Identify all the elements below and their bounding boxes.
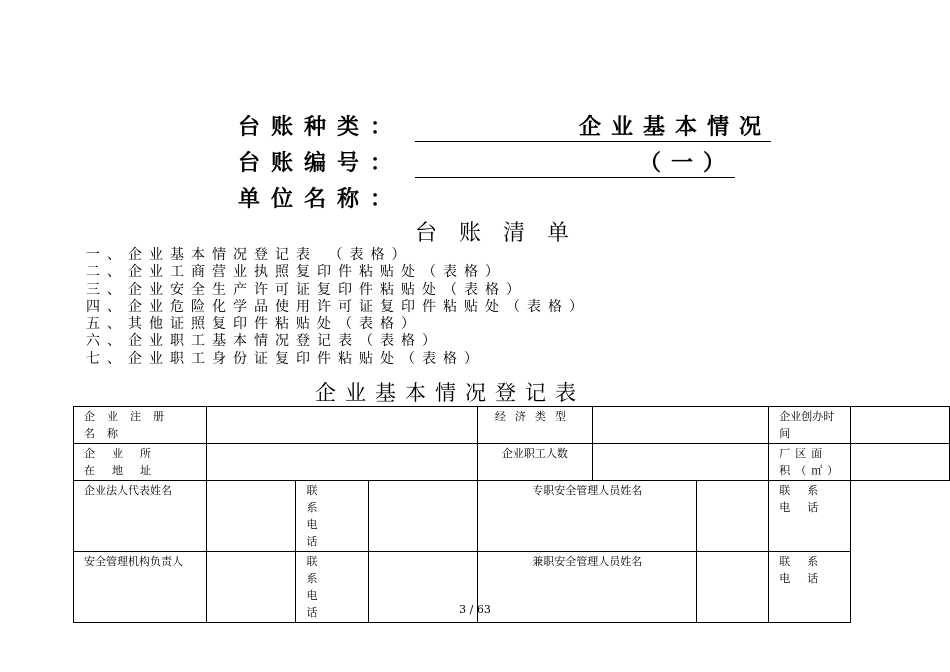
table-row [74,407,950,444]
type-label: 台账种类： [238,114,404,140]
econ-type-label: 经济类型 [478,407,593,444]
legal-rep-phone-label: 联系电话 [296,481,369,552]
legal-rep-label: 企业法人代表姓名 [74,481,207,552]
safety-mgr-ft-phone-label: 联系电话 [769,481,851,552]
safety-mgr-pt-label: 兼职安全管理人员姓名 [478,552,697,623]
area-label: 厂区面积（㎡） [769,444,851,481]
list-item: 三、企业安全生产许可证复印件粘贴处（表格） [86,281,527,298]
number-value [415,146,735,178]
list-title: 台账清单 [415,221,592,246]
number-value-text: （一） [638,150,735,176]
legal-rep-phone-field[interactable] [369,481,478,552]
founded-label: 企业创办时间 [769,407,851,444]
table-row [74,481,950,552]
type-value-text: 企业基本情况 [578,114,771,140]
list-item: 二、企业工商营业执照复印件粘贴处（表格） [86,264,506,281]
safety-head-label: 安全管理机构负责人 [74,552,207,623]
address-field[interactable] [206,444,477,481]
page-number: 3 / 63 [459,603,491,616]
list-item: 六、企业职工基本情况登记表（表格） [86,333,443,350]
table-row [74,444,950,481]
reg-name-field[interactable] [206,407,477,444]
list-item: 七、企业职工身份证复印件粘贴处（表格） [86,350,485,367]
address-label: 企业所在地址 [74,444,207,481]
legal-rep-field[interactable] [206,481,296,552]
econ-type-field[interactable] [592,407,768,444]
safety-mgr-ft-field[interactable] [697,481,769,552]
area-field[interactable] [851,444,950,481]
safety-mgr-ft-label: 专职安全管理人员姓名 [478,481,697,552]
staff-count-label: 企业职工人数 [478,444,593,481]
form-title: 企业基本情况登记表 [315,381,585,405]
unit-label: 单位名称： [238,186,404,212]
number-label: 台账编号： [238,150,404,176]
safety-mgr-pt-phone-label: 联系电话 [769,552,851,623]
staff-count-field[interactable] [592,444,768,481]
safety-head-phone-label: 联系电话 [296,552,369,623]
founded-field[interactable] [851,407,950,444]
list-item: 四、企业危险化学品使用许可证复印件粘贴处（表格） [86,298,590,315]
type-value [415,110,771,142]
registration-table [73,406,950,623]
reg-name-label: 企业注册名称 [74,407,207,444]
list-item: 五、其他证照复印件粘贴处（表格） [86,316,422,333]
list-item: 一、企业基本情况登记表 （表格） [86,247,413,263]
ledger-list [86,247,590,368]
